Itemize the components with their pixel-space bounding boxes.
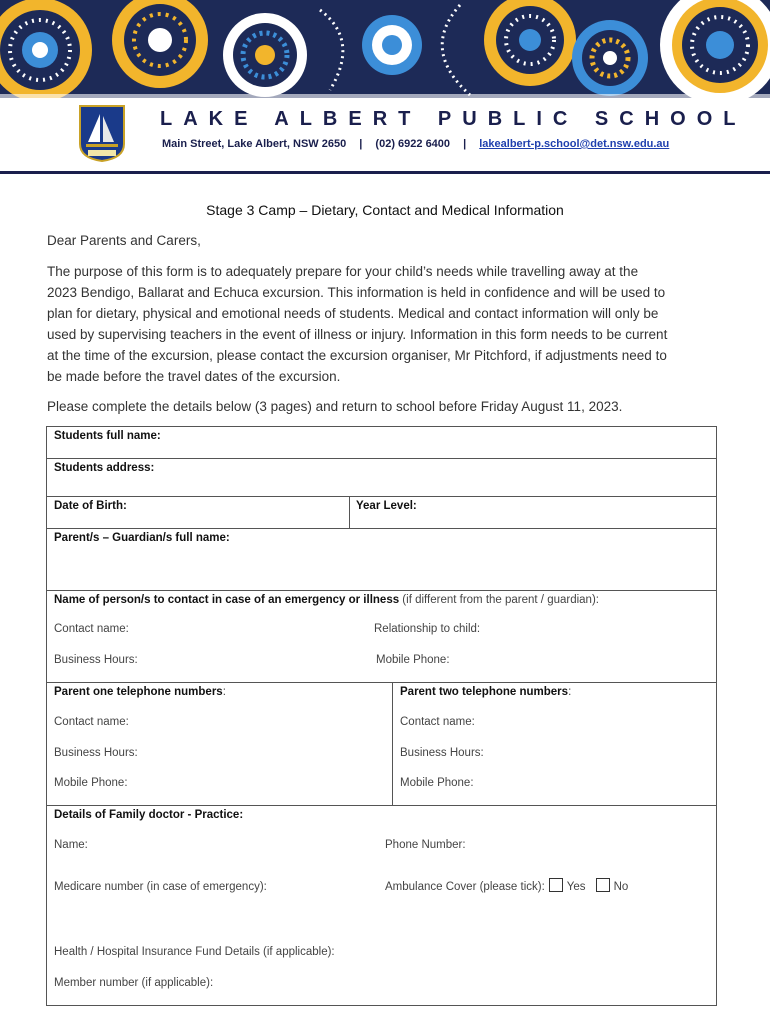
member-number-label: Member number (if applicable):: [54, 977, 214, 989]
school-name: LAKE ALBERT PUBLIC SCHOOL: [160, 108, 747, 130]
header-divider: [0, 171, 770, 174]
no-label: No: [613, 881, 629, 893]
parent-phones-row: Parent one telephone numbers: Contact name: Business Hours: Mobile Phone: Parent two telephone numbers: Contact name: Business Hours: Mobile Phone:: [47, 683, 716, 806]
body-line: The purpose of this form is to adequately prepare for your child’s needs while travelling away at the: [47, 264, 639, 279]
school-phone: (02) 6922 6400: [375, 138, 451, 150]
guardian-name-row[interactable]: [47, 529, 716, 591]
separator: |: [463, 138, 467, 150]
yes-checkbox[interactable]: [549, 878, 563, 892]
body-line: be made before the travel dates of the excursion.: [47, 369, 341, 384]
instruction: Please complete the details below (3 pages) and return to school before Friday August 11, 2023.: [47, 399, 623, 414]
emergency-business-hours-label: Business Hours:: [54, 654, 138, 666]
aboriginal-art-banner: [0, 0, 770, 98]
student-name-row[interactable]: [47, 427, 716, 459]
student-address-row[interactable]: [47, 459, 716, 497]
parent-two-heading: Parent two telephone numbers: [400, 686, 569, 698]
ambulance-cover-group: [385, 878, 628, 893]
emergency-note: (if different from the parent / guardian):: [399, 594, 599, 606]
doctor-phone-label: Phone Number:: [385, 839, 466, 851]
doctor-details-row: [47, 806, 716, 1005]
guardian-name-label: Parent/s – Guardian/s full name:: [54, 532, 230, 544]
cell-divider: [392, 683, 393, 805]
dot-circle-motif-3: [223, 13, 307, 97]
emergency-contact-name-label: Contact name:: [54, 623, 129, 635]
form-title: Stage 3 Camp – Dietary, Contact and Medical Information: [206, 202, 564, 218]
parent-one-business-label: Business Hours:: [54, 747, 138, 759]
parent-two-mobile-label: Mobile Phone:: [400, 777, 474, 789]
salutation: Dear Parents and Carers,: [47, 233, 201, 248]
cell-divider: [349, 497, 350, 528]
parent-one-heading: Parent one telephone numbers: [54, 686, 223, 698]
student-name-label: Students full name:: [54, 430, 161, 442]
doctor-name-label: Name:: [54, 839, 88, 851]
school-logo: [78, 104, 126, 162]
health-fund-label: Health / Hospital Insurance Fund Details (if applicable):: [54, 946, 335, 958]
dot-circle-motif-6: [572, 20, 648, 96]
student-info-form: [46, 426, 717, 1006]
body-line: at the time of the excursion, please contact the excursion organiser, Mr Pitchford, if adjustments need to: [47, 348, 667, 363]
letter-body: [47, 261, 727, 387]
medicare-label: Medicare number (in case of emergency):: [54, 881, 267, 893]
school-address: Main Street, Lake Albert, NSW 2650: [162, 138, 347, 150]
parent-one-mobile-label: Mobile Phone:: [54, 777, 128, 789]
dob-label: Date of Birth:: [54, 500, 127, 512]
no-checkbox[interactable]: [596, 878, 610, 892]
emergency-heading: Name of person/s to contact in case of an emergency or illness: [54, 594, 400, 606]
parent-two-contact-label: Contact name:: [400, 716, 475, 728]
school-email-link[interactable]: lakealbert-p.school@det.nsw.edu.au: [479, 138, 670, 150]
body-line: used by supervising teachers in the event of illness or injury. Information in this form needs to be current: [47, 327, 668, 342]
year-level-label: Year Level:: [356, 500, 417, 512]
parent-one-contact-label: Contact name:: [54, 716, 129, 728]
parent-two-business-label: Business Hours:: [400, 747, 484, 759]
ambulance-label: Ambulance Cover (please tick):: [385, 881, 545, 893]
banner-art: [0, 0, 770, 98]
yes-label: Yes: [566, 881, 586, 893]
doctor-heading: Details of Family doctor - Practice:: [54, 809, 244, 821]
emergency-mobile-label: Mobile Phone:: [376, 654, 450, 666]
emergency-contact-row: [47, 591, 716, 683]
dot-circle-motif-right: [660, 0, 770, 98]
body-line: 2023 Bendigo, Ballarat and Echuca excursion. This information is held in confidence and will be used to: [47, 285, 666, 300]
body-line: plan for dietary, physical and emotional needs of students. Medical and contact information will only be: [47, 306, 659, 321]
separator: |: [359, 138, 363, 150]
school-contact-line: [162, 138, 669, 150]
relationship-label: Relationship to child:: [374, 623, 481, 635]
student-address-label: Students address:: [54, 462, 155, 474]
dob-year-row: [47, 497, 716, 529]
